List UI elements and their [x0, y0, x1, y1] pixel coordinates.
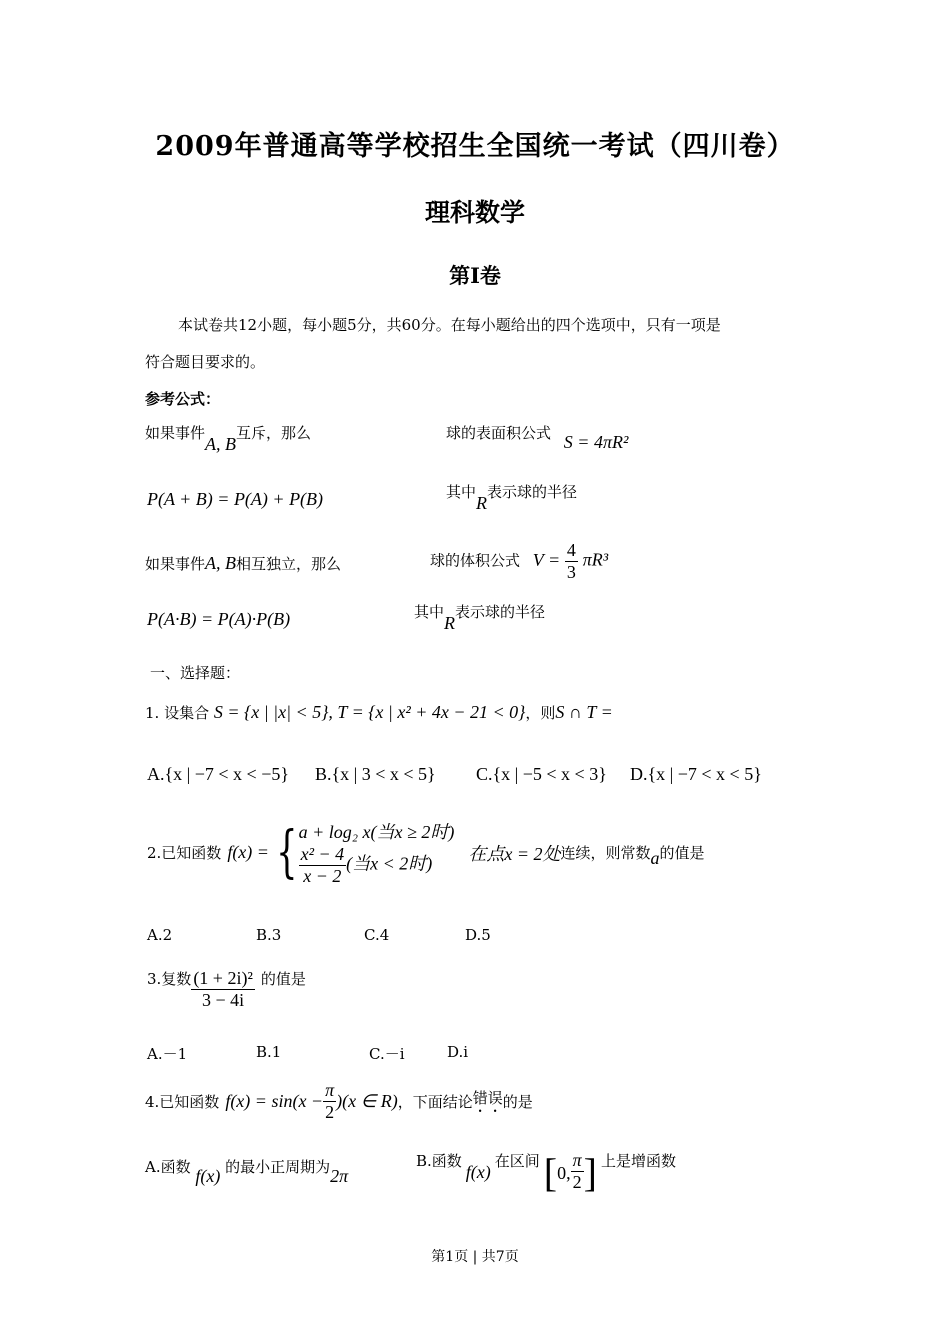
q2-option-d: D.5 [465, 926, 491, 944]
label: ，下面结论 [397, 1093, 473, 1111]
bracket-left: [ [543, 1150, 558, 1195]
question-1 [145, 702, 613, 723]
math: )(x ∈ R) [336, 1091, 398, 1111]
label: ，则 [525, 704, 556, 722]
label: 互斥，那么 [236, 424, 312, 442]
formula-independent-condition [145, 553, 341, 574]
math: f(x) = [227, 842, 269, 862]
math: A, B [205, 553, 237, 573]
question-number: 2.已知函数 [147, 844, 222, 862]
fraction: $\frac{\pi}{2}$ [572, 1150, 582, 1192]
emphasis-text: 错误 [472, 1089, 503, 1107]
label: 其中 [414, 603, 445, 621]
label: 在区间 [494, 1152, 540, 1170]
q4-option-b [416, 1150, 676, 1196]
question-4 [145, 1080, 533, 1123]
formula-product-probability: P(A·B) = P(A)·P(B) [147, 609, 291, 629]
math: A, B [205, 434, 237, 454]
q3-option-b: B.1 [256, 1043, 282, 1061]
math: R [444, 613, 456, 633]
question-number: 3.复数 [147, 970, 192, 988]
fraction: $\frac{\text{x² − 4}}{x - 2}$ [300, 844, 345, 886]
case-1: a + log₂ x(当x ≥ 2时) [298, 822, 455, 842]
section-heading: 一、选择题： [150, 664, 241, 682]
label: 如果事件 [145, 424, 206, 442]
formulas-heading: 参考公式： [145, 390, 221, 408]
label: 的是 [502, 1093, 533, 1111]
question-number: 1. 设集合 [145, 704, 210, 722]
q3-option-a: A.－1 [147, 1045, 188, 1063]
document-title: 2009年普通高等学校招生全国统一考试（四川卷） [155, 131, 795, 162]
q2-option-b: B.3 [256, 926, 282, 944]
math: 2π [330, 1166, 349, 1186]
q3-option-d: D.i [447, 1043, 469, 1061]
label: 如果事件 [145, 555, 206, 573]
sphere-volume-formula [430, 540, 608, 583]
math: R [476, 493, 488, 513]
label: 表示球的半径 [487, 483, 578, 501]
question-3 [147, 968, 306, 1011]
math: S = 4πR² [563, 432, 629, 452]
q4-option-a [145, 1156, 349, 1186]
math: f(x) [195, 1166, 221, 1186]
label: 的最小正周期为 [225, 1158, 331, 1176]
label: 球的表面积公式 [446, 424, 552, 442]
math: a [650, 848, 660, 868]
q2-option-a: A.2 [147, 926, 173, 944]
fraction: $\frac{4}{3}$ [566, 540, 576, 582]
radius-note-2 [414, 601, 546, 633]
math: V = [532, 549, 561, 570]
label: 的值是 [659, 844, 705, 862]
case-2-condition: (当x < 2时) [346, 853, 433, 874]
q1-option-b: B.{x | 3 < x < 5} [315, 764, 436, 784]
math: f(x) = sin(x − [225, 1091, 324, 1111]
label: 的值是 [260, 970, 306, 988]
question-2 [147, 818, 705, 887]
math: f(x) [465, 1162, 491, 1182]
q1-option-d: D.{x | −7 < x < 5} [630, 764, 762, 784]
label: 球的体积公式 [430, 551, 521, 570]
q3-option-c: C.－i [369, 1045, 405, 1063]
intro-line-1: 本试卷共12小题，每小题5分，共60分。在每小题给出的四个选项中，只有一项是 [178, 316, 721, 334]
math: 在点x = 2处 [468, 843, 561, 864]
label: 其中 [446, 483, 477, 501]
label: 连续，则常数 [560, 844, 651, 862]
label: B.函数 [416, 1152, 462, 1170]
page-footer: 第1页 | 共7页 [431, 1249, 519, 1265]
math: πR³ [582, 549, 609, 570]
formula-sum-probability: P(A + B) = P(A) + P(B) [147, 489, 324, 509]
q2-option-c: C.4 [364, 926, 390, 944]
intro-line-2: 符合题目要求的。 [145, 353, 266, 371]
radius-note-1 [446, 481, 578, 513]
bracket-right: ] [583, 1150, 597, 1195]
piecewise-cases [299, 818, 455, 887]
volume-heading: 第Ⅰ卷 [449, 263, 501, 288]
q1-option-a: A.{x | −7 < x < −5} [147, 764, 289, 784]
question-number: 4.已知函数 [145, 1093, 220, 1111]
brace: { [276, 819, 298, 885]
math: S ∩ T = [555, 702, 613, 722]
math: 0, [557, 1163, 571, 1183]
label: 表示球的半径 [455, 603, 546, 621]
document-subtitle: 理科数学 [424, 198, 525, 227]
label: A.函数 [145, 1158, 191, 1176]
label: 相互独立，那么 [236, 555, 342, 573]
formula-exclusive-condition [145, 422, 312, 454]
q1-option-c: C.{x | −5 < x < 3} [476, 764, 607, 784]
math: S = {x | |x| < 5}, T = {x | x² + 4x − 21 < 0} [213, 702, 526, 722]
fraction: $\frac{\pi}{2}$ [325, 1080, 335, 1122]
sphere-area-formula [446, 422, 629, 452]
label: 上是增函数 [600, 1152, 676, 1170]
fraction: $\frac{\text{(1 + 2i)²}}{3 - 4i}$ [193, 968, 253, 1010]
